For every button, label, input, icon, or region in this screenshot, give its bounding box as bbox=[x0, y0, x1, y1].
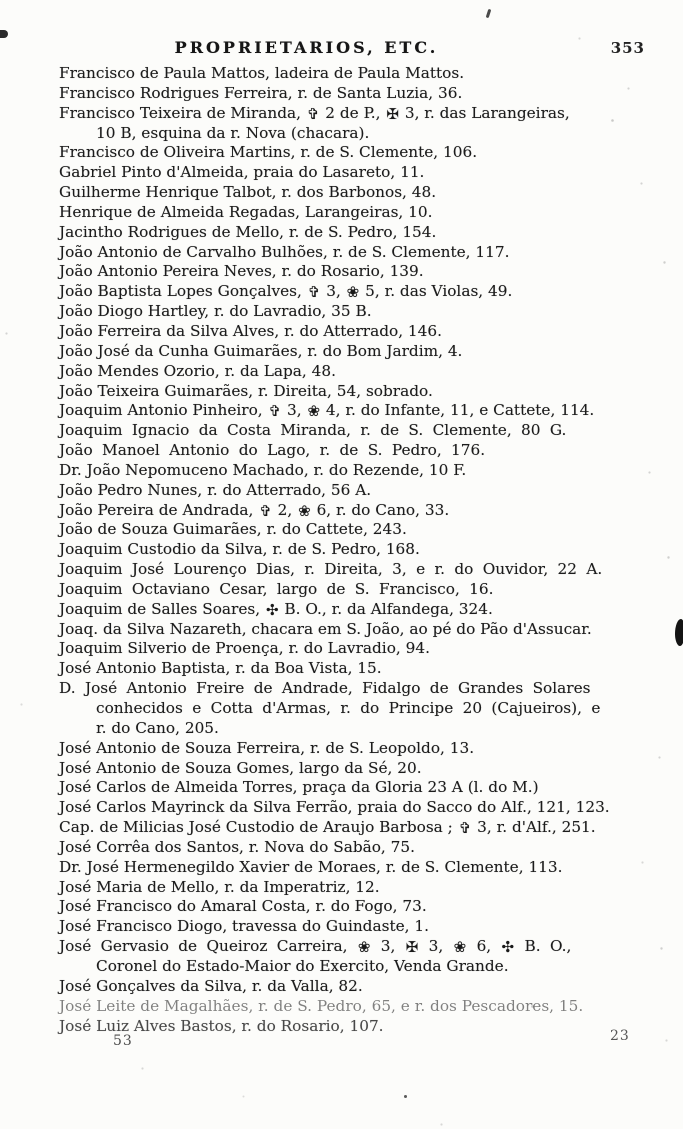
cross-pattee-icon: ✠ bbox=[405, 938, 419, 957]
entry-line: José Francisco Diogo, travessa do Guindaste, 1. bbox=[59, 917, 429, 936]
directory-entry bbox=[59, 163, 665, 183]
entry-line: Francisco Teixeira de Miranda, ✞ 2 de P., ✠ 3, r. das Larangeiras, bbox=[59, 103, 570, 123]
entry-line: José Maria de Mello, r. da Imperatriz, 12. bbox=[59, 877, 380, 896]
entry-line: João de Souza Guimarães, r. do Cattete, 243. bbox=[59, 520, 407, 539]
directory-entry bbox=[59, 183, 665, 203]
directory-entry bbox=[59, 382, 665, 402]
directory-entry bbox=[59, 1017, 665, 1037]
directory-entry bbox=[59, 520, 665, 540]
ink-dot bbox=[404, 1095, 407, 1098]
directory-entry bbox=[59, 64, 665, 84]
entry-line: Gabriel Pinto d'Almeida, praia do Lasareto, 11. bbox=[59, 163, 425, 182]
cross-icon: ✞ bbox=[307, 283, 321, 302]
entry-line: José Gonçalves da Silva, r. da Valla, 82. bbox=[59, 976, 363, 995]
directory-entry bbox=[59, 659, 665, 679]
cross-icon: ✞ bbox=[268, 402, 282, 421]
directory-entry bbox=[59, 342, 665, 362]
aviz-icon: ✣ bbox=[265, 600, 279, 619]
rosette-icon: ❀ bbox=[357, 938, 371, 957]
directory-entry bbox=[59, 322, 665, 342]
directory-entry bbox=[59, 501, 665, 521]
entry-line: João Manoel Antonio do Lago, r. de S. Pedro, 176. bbox=[59, 441, 486, 460]
entry-line: João Ferreira da Silva Alves, r. do Atterrado, 146. bbox=[59, 321, 442, 340]
ink-tick bbox=[486, 9, 492, 18]
directory-entry bbox=[59, 600, 665, 620]
cross-icon: ✞ bbox=[306, 104, 320, 123]
directory-entry bbox=[59, 302, 665, 322]
rosette-icon: ❀ bbox=[298, 501, 311, 520]
signature-mark-right: 23 bbox=[610, 1028, 630, 1044]
directory-entry bbox=[59, 461, 665, 481]
directory-entry bbox=[59, 620, 665, 640]
entry-line: José Leite de Magalhães, r. de S. Pedro, 65, e r. dos Pescadores, 15. bbox=[59, 996, 584, 1015]
entry-line: José Carlos Mayrinck da Silva Ferrão, praia do Sacco do Alf., 121, 123. bbox=[59, 798, 610, 817]
directory-entry bbox=[59, 421, 665, 441]
directory-entry bbox=[59, 818, 665, 838]
rosette-icon: ❀ bbox=[346, 283, 360, 302]
entry-line: Joaquim Ignacio da Costa Miranda, r. de S. Clemente, 80 G. bbox=[59, 421, 567, 440]
entry-line: João Mendes Ozorio, r. da Lapa, 48. bbox=[59, 361, 336, 380]
directory-entry bbox=[59, 639, 665, 659]
ink-mark bbox=[0, 30, 8, 38]
entry-line: João Baptista Lopes Gonçalves, ✞ 3, ❀ 5, r. das Violas, 49. bbox=[59, 282, 513, 302]
entry-line: Joaquim Antonio Pinheiro, ✞ 3, ❀ 4, r. do Infante, 11, e Cattete, 114. bbox=[59, 401, 595, 421]
entry-line: Joaquim José Lourenço Dias, r. Direita, 3, e r. do Ouvidor, 22 A. bbox=[59, 560, 603, 579]
directory-entry bbox=[59, 243, 665, 263]
entry-line: João Antonio Pereira Neves, r. do Rosario, 139. bbox=[59, 262, 424, 281]
paper-speckles bbox=[0, 0, 1, 1]
entry-line: r. do Cano, 205. bbox=[96, 718, 219, 737]
directory-entry bbox=[59, 143, 665, 163]
entry-line: José Carlos de Almeida Torres, praça da Gloria 23 A (l. do M.) bbox=[59, 778, 539, 797]
entry-line: Francisco Rodrigues Ferreira, r. de Santa Luzia, 36. bbox=[59, 83, 463, 102]
entry-line: Joaquim de Salles Soares, ✣ B. O., r. da Alfandega, 324. bbox=[59, 599, 493, 619]
entry-line: Cap. de Milicias José Custodio de Araujo Barbosa ; ✞ 3, r. d'Alf., 251. bbox=[59, 818, 596, 838]
directory-entry bbox=[59, 759, 665, 779]
directory-entry bbox=[59, 878, 665, 898]
entry-line: João Antonio de Carvalho Bulhões, r. de S. Clemente, 117. bbox=[59, 242, 510, 261]
directory-entry bbox=[59, 778, 665, 798]
directory-entry bbox=[59, 838, 665, 858]
entry-line: Francisco de Paula Mattos, ladeira de Paula Mattos. bbox=[59, 64, 465, 82]
directory-entry bbox=[59, 917, 665, 937]
entry-line: José Antonio Baptista, r. da Boa Vista, 15. bbox=[59, 659, 382, 678]
cross-icon: ✞ bbox=[259, 501, 272, 520]
directory-entry bbox=[59, 739, 665, 759]
directory-entry bbox=[59, 441, 665, 461]
entry-line: D. José Antonio Freire de Andrade, Fidalgo de Grandes Solares bbox=[59, 679, 591, 698]
directory-entry bbox=[59, 798, 665, 818]
entry-line: José Luiz Alves Bastos, r. do Rosario, 107. bbox=[59, 1016, 384, 1035]
entry-line: Henrique de Almeida Regadas, Larangeiras, 10. bbox=[59, 202, 433, 221]
running-head bbox=[0, 38, 683, 58]
directory-entry bbox=[59, 362, 665, 382]
entry-line: José Corrêa dos Santos, r. Nova do Sabão, 75. bbox=[59, 837, 415, 856]
entry-line: José Francisco do Amaral Costa, r. do Fogo, 73. bbox=[59, 897, 427, 916]
signature-mark-left: 53 bbox=[113, 1033, 133, 1049]
rosette-icon: ❀ bbox=[307, 402, 321, 421]
directory-entry bbox=[59, 401, 665, 421]
ink-blot bbox=[675, 619, 683, 646]
entry-line: Joaquim Octaviano Cesar, largo de S. Francisco, 16. bbox=[59, 579, 494, 598]
entry-line: 10 B, esquina da r. Nova (chacara). bbox=[96, 123, 370, 142]
entry-line: José Gervasio de Queiroz Carreira, ❀ 3, ✠ 3, ❀ 6, ✣ B. O., bbox=[59, 937, 572, 957]
entry-line: Joaquim Silverio de Proença, r. do Lavradio, 94. bbox=[59, 639, 430, 658]
directory-entry bbox=[59, 897, 665, 917]
directory-entry bbox=[59, 977, 665, 997]
entry-line: João Diogo Hartley, r. do Lavradio, 35 B. bbox=[59, 302, 372, 321]
entry-line: Guilherme Henrique Talbot, r. dos Barbonos, 48. bbox=[59, 183, 437, 202]
entry-line: Joaquim Custodio da Silva, r. de S. Pedro, 168. bbox=[59, 540, 420, 559]
entry-line: Francisco de Oliveira Martins, r. de S. Clemente, 106. bbox=[59, 143, 478, 162]
directory-entry bbox=[59, 937, 665, 977]
entry-line: João Pedro Nunes, r. do Atterrado, 56 A. bbox=[59, 480, 372, 499]
entry-line: José Antonio de Souza Ferreira, r. de S. Leopoldo, 13. bbox=[59, 738, 475, 757]
entry-line: Joaq. da Silva Nazareth, chacara em S. João, ao pé do Pão d'Assucar. bbox=[59, 619, 592, 638]
entry-line: Jacintho Rodrigues de Mello, r. de S. Pedro, 154. bbox=[59, 222, 437, 241]
cross-icon: ✞ bbox=[458, 819, 472, 838]
directory-entry bbox=[59, 104, 665, 144]
entry-line: João Teixeira Guimarães, r. Direita, 54, sobrado. bbox=[59, 381, 433, 400]
directory-entry bbox=[59, 262, 665, 282]
aviz-icon: ✣ bbox=[501, 938, 515, 957]
directory-entry bbox=[59, 560, 665, 580]
directory-entry bbox=[59, 282, 665, 302]
entry-line: Coronel do Estado-Maior do Exercito, Venda Grande. bbox=[96, 956, 509, 975]
directory-entry bbox=[59, 858, 665, 878]
directory-entry bbox=[59, 203, 665, 223]
directory-entry bbox=[59, 997, 665, 1017]
page-title: PROPRIETARIOS, ETC. bbox=[174, 38, 439, 57]
entry-line: José Antonio de Souza Gomes, largo da Sé, 20. bbox=[59, 758, 422, 777]
directory-entry bbox=[59, 223, 665, 243]
directory-entry bbox=[59, 481, 665, 501]
entry-line: Dr. José Hermenegildo Xavier de Moraes, r. de S. Clemente, 113. bbox=[59, 857, 563, 876]
entry-line: conhecidos e Cotta d'Armas, r. do Principe 20 (Cajueiros), e bbox=[96, 699, 601, 717]
entry-line: Dr. João Nepomuceno Machado, r. do Rezende, 10 F. bbox=[59, 460, 467, 479]
directory-entry bbox=[59, 580, 665, 600]
rosette-icon: ❀ bbox=[453, 938, 467, 957]
directory-entry bbox=[59, 540, 665, 560]
entries bbox=[59, 64, 665, 1036]
entry-line: João Pereira de Andrada, ✞ 2, ❀ 6, r. do Cano, 33. bbox=[59, 500, 450, 520]
directory-entry bbox=[59, 84, 665, 104]
entry-line: João José da Cunha Guimarães, r. do Bom Jardim, 4. bbox=[59, 341, 463, 360]
cross-pattee-icon: ✠ bbox=[386, 104, 399, 123]
directory-entry bbox=[59, 679, 665, 739]
page-number: 353 bbox=[610, 39, 645, 57]
